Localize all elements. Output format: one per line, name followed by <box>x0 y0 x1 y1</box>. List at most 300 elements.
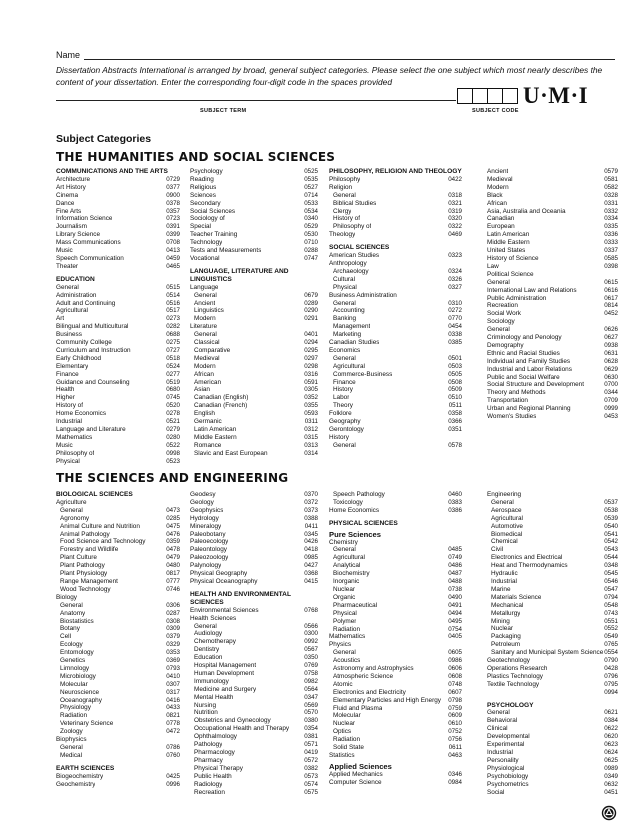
subject-entry <box>56 554 180 562</box>
subject-entry <box>190 176 318 184</box>
subject-code: 0287 <box>166 609 180 617</box>
subject-term: Pharmacology <box>194 749 235 756</box>
subject-term: General <box>60 601 83 609</box>
subject-entry <box>329 331 462 339</box>
subject-code: 0368 <box>304 570 318 578</box>
subject-entry <box>487 725 618 733</box>
subject-entry <box>190 402 318 410</box>
subject-term: Biology <box>56 593 77 601</box>
subject-code: 0311 <box>304 418 318 426</box>
subject-entry <box>56 781 180 789</box>
subject-code: 0582 <box>604 183 618 191</box>
sciences-column-4 <box>487 491 618 796</box>
subject-entry <box>190 379 318 387</box>
subject-term: Mathematics <box>329 633 366 641</box>
subject-entry <box>190 531 318 539</box>
subject-entry <box>329 562 462 570</box>
subject-entry <box>190 789 318 797</box>
subject-code: 0452 <box>604 310 618 318</box>
subject-code: 0610 <box>448 720 462 728</box>
subject-entry <box>487 717 618 725</box>
subject-term: Curriculum and Instruction <box>56 346 131 354</box>
subject-term: Applied Mechanics <box>329 770 383 778</box>
subject-entry <box>190 331 318 339</box>
subject-term: Ethnic and Racial Studies <box>487 349 560 357</box>
subject-entry <box>329 184 462 192</box>
subject-entry <box>329 284 462 292</box>
subject-code: 0314 <box>304 449 318 457</box>
subject-term: Oceanography <box>60 696 102 704</box>
category-heading: EDUCATION <box>56 275 95 283</box>
subject-code: 0611 <box>448 744 462 752</box>
subject-term: Animal Culture and Nutrition <box>60 522 140 530</box>
subject-term: Asian <box>194 386 210 394</box>
subject-entry <box>56 442 180 450</box>
subject-code: 0680 <box>166 386 180 394</box>
subject-entry <box>190 200 318 208</box>
subject-term: Personality <box>487 756 519 764</box>
subject-term: Language and Literature <box>56 426 126 433</box>
subject-entry <box>487 562 618 570</box>
subject-term: Aerospace <box>491 506 522 514</box>
subject-term: Canadian Studies <box>329 339 380 347</box>
subject-code: 0354 <box>304 725 318 733</box>
subject-term: Occupational Health and Therapy <box>194 725 290 733</box>
subject-code: 0746 <box>166 585 180 593</box>
subject-code: 0469 <box>448 231 462 239</box>
subject-term: Religion <box>329 183 353 191</box>
subject-term: Physical <box>333 609 357 617</box>
subject-code: 0279 <box>166 426 180 433</box>
subject-code: 0428 <box>604 664 618 672</box>
subject-code: 0369 <box>166 657 180 665</box>
subject-entry <box>329 371 462 379</box>
subject-term: Mining <box>491 617 510 625</box>
subject-term: Electronics and Electricity <box>333 688 406 696</box>
subject-code: 0769 <box>304 662 318 670</box>
subject-code: 0567 <box>304 646 318 654</box>
subject-code: 0984 <box>448 778 462 786</box>
subject-entry <box>487 200 618 208</box>
subject-entry <box>56 418 180 426</box>
subject-entry <box>56 247 180 255</box>
subject-entry <box>487 389 618 397</box>
subject-entry <box>56 499 180 507</box>
subject-term: General <box>194 291 217 299</box>
subject-term: Electronics and Electrical <box>491 554 563 562</box>
subject-code: 0729 <box>166 175 180 183</box>
subject-code: 0817 <box>166 570 180 578</box>
subject-entry <box>56 610 180 618</box>
subject-entry <box>56 712 180 720</box>
subject-term: Recreation <box>194 788 225 796</box>
category-heading: PHILOSOPHY, RELIGION AND THEOLOGY <box>329 168 462 175</box>
subject-entry <box>329 260 462 268</box>
subject-term: Industrial and Labor Relations <box>487 365 572 373</box>
subject-entry <box>190 741 318 749</box>
subject-term: Mechanical <box>491 601 524 609</box>
subject-term: Textile Technology <box>487 680 540 688</box>
subject-term: Higher <box>56 394 75 402</box>
code-digit-box-4[interactable] <box>502 88 518 104</box>
subject-code: 0527 <box>304 183 318 191</box>
subject-code: 0547 <box>604 585 618 593</box>
subject-entry <box>190 192 318 200</box>
subject-code: 0381 <box>304 733 318 741</box>
subject-term: Automotive <box>491 522 523 530</box>
subject-entry <box>190 215 318 223</box>
subject-term: General <box>491 498 514 506</box>
subject-entry <box>56 562 180 570</box>
subject-entry <box>56 331 180 339</box>
subject-code: 0519 <box>166 378 180 386</box>
subject-code: 0509 <box>448 386 462 394</box>
subject-entry <box>487 633 618 641</box>
subject-term: Mathematics <box>56 433 93 441</box>
subject-code: 0743 <box>604 609 618 617</box>
subject-code: 0814 <box>604 302 618 310</box>
code-digit-box-3[interactable] <box>487 88 503 104</box>
subject-code: 0591 <box>304 378 318 386</box>
subject-code: 0487 <box>448 570 462 578</box>
subject-code: 0338 <box>448 331 462 339</box>
subject-entry <box>190 394 318 402</box>
subject-code: 0472 <box>166 728 180 736</box>
subject-code: 0630 <box>604 373 618 381</box>
subject-entry <box>56 215 180 223</box>
name-input-line[interactable] <box>84 59 615 60</box>
subject-entry <box>329 386 462 394</box>
subject-term: International Law and Relations <box>487 286 577 294</box>
subject-code: 0319 <box>448 207 462 215</box>
subject-entry <box>487 279 618 287</box>
name-label: Name <box>56 50 81 60</box>
subject-term: Geodesy <box>190 491 216 498</box>
subject-code: 0377 <box>166 183 180 191</box>
subject-entry <box>329 418 462 426</box>
subject-entry <box>56 176 180 184</box>
subject-entry <box>487 405 618 413</box>
subject-entry <box>329 689 462 697</box>
subject-entry <box>56 744 180 752</box>
subject-entry <box>190 546 318 554</box>
subject-term: Social <box>487 788 505 796</box>
subject-code: 0494 <box>448 609 462 617</box>
subject-entry <box>190 363 318 371</box>
subject-code: 0578 <box>448 441 462 449</box>
subject-term: Psychobiology <box>487 772 529 780</box>
subject-code: 0758 <box>304 669 318 677</box>
subject-code: 0294 <box>304 339 318 347</box>
subject-entry <box>190 686 318 694</box>
subject-code: 0727 <box>166 346 180 354</box>
subject-term: Medieval <box>487 175 513 183</box>
subject-entry <box>190 355 318 363</box>
sciences-column-1 <box>56 491 180 789</box>
subject-code: 0608 <box>448 672 462 680</box>
subject-entry <box>190 231 318 239</box>
subject-term: Hydrology <box>190 514 219 522</box>
subject-term: Animal Pathology <box>60 530 110 538</box>
subject-term: Optics <box>333 728 352 736</box>
subject-term: Plastics Technology <box>487 672 544 680</box>
subject-term: Public Administration <box>487 294 547 302</box>
subject-term: Information Science <box>56 215 113 223</box>
subject-code: 0344 <box>604 389 618 397</box>
subject-term: Radiation <box>60 712 88 720</box>
subject-entry <box>487 208 618 216</box>
sciences-banner: THE SCIENCES AND ENGINEERING <box>56 471 289 485</box>
subject-term: General <box>333 299 356 307</box>
subject-code: 0370 <box>304 491 318 498</box>
subject-code: 0331 <box>604 199 618 207</box>
subject-term: Paleobotany <box>190 530 226 538</box>
subject-entry <box>329 347 462 355</box>
subject-entry <box>56 394 180 402</box>
subject-entry <box>190 339 318 347</box>
subject-term: Modern <box>194 315 216 323</box>
subject-term: Ophthalmology <box>194 733 237 741</box>
subject-term: Genetics <box>60 657 86 665</box>
subject-term: Tests and Measurements <box>190 247 262 255</box>
subject-code: 0425 <box>166 772 180 780</box>
subject-term: Forestry and Wildlife <box>60 546 119 554</box>
subject-code: 0328 <box>604 191 618 199</box>
subject-entry <box>487 610 618 618</box>
subject-term: General <box>60 506 83 514</box>
subject-code: 0617 <box>604 294 618 302</box>
subject-code: 0410 <box>166 672 180 680</box>
subject-term: Literature <box>190 323 217 331</box>
subject-code: 0798 <box>448 696 462 704</box>
subject-term: Management <box>333 323 371 331</box>
subject-entry <box>329 578 462 586</box>
subject-entry <box>487 709 618 717</box>
subject-code: 0349 <box>604 772 618 780</box>
subject-term: History of Science <box>487 254 539 262</box>
subject-entry <box>190 315 318 323</box>
subject-code: 0989 <box>604 764 618 772</box>
subject-entry <box>329 176 462 184</box>
subject-code: 0411 <box>304 522 318 530</box>
subject-entry <box>329 442 462 450</box>
subject-entry <box>329 618 462 626</box>
subject-code: 0574 <box>304 780 318 788</box>
subject-term: Labor <box>333 394 350 402</box>
subject-entry <box>487 554 618 562</box>
subject-entry <box>329 610 462 618</box>
subject-term: European <box>487 223 515 231</box>
subject-code: 0355 <box>304 402 318 410</box>
subject-code: 0994 <box>604 688 618 696</box>
subject-term: Radiation <box>333 625 361 633</box>
subject-code: 0992 <box>304 638 318 646</box>
subject-term: Botany <box>60 625 80 633</box>
subject-code: 0605 <box>448 649 462 657</box>
subject-term: Recreation <box>487 302 518 310</box>
subject-entry <box>329 499 462 507</box>
subject-term-input-line[interactable] <box>56 100 456 101</box>
subject-entry <box>487 586 618 594</box>
subject-term: Physical <box>333 283 357 291</box>
subject-code: 0700 <box>604 381 618 389</box>
subject-code: 0433 <box>166 704 180 712</box>
subject-code: 0306 <box>166 601 180 609</box>
subject-code: 0291 <box>304 315 318 323</box>
subject-code: 0345 <box>304 530 318 538</box>
subject-entry <box>56 363 180 371</box>
subject-code: 0778 <box>166 720 180 728</box>
subject-term: Geotechnology <box>487 657 530 665</box>
subject-entry <box>329 626 462 634</box>
subject-code: 0318 <box>448 191 462 199</box>
subject-code: 0985 <box>304 554 318 562</box>
subject-entry <box>329 570 462 578</box>
subject-term: Analytical <box>333 562 361 570</box>
subject-code: 0340 <box>304 215 318 223</box>
subject-entry <box>56 736 180 744</box>
subject-term: Civil <box>491 546 504 554</box>
subject-code: 0566 <box>304 622 318 630</box>
subject-term: Guidance and Counseling <box>56 378 130 386</box>
subject-entry <box>56 347 180 355</box>
subject-term: Paleozoology <box>190 554 229 562</box>
subject-entry <box>190 538 318 546</box>
subject-code: 0524 <box>166 362 180 370</box>
subject-term: Marine <box>491 585 511 593</box>
subject-code: 0479 <box>166 554 180 562</box>
subject-term: Classical <box>194 339 220 347</box>
code-digit-box-1[interactable] <box>457 88 473 104</box>
subject-entry <box>190 347 318 355</box>
subject-term: Cell <box>60 633 72 641</box>
subject-entry <box>56 515 180 523</box>
subject-code: 0554 <box>604 649 618 657</box>
subject-entry <box>487 523 618 531</box>
subject-entry <box>190 733 318 741</box>
subject-entry <box>329 744 462 752</box>
subject-code: 0378 <box>166 199 180 207</box>
subject-entry <box>487 192 618 200</box>
subject-term: Sciences <box>190 191 216 199</box>
subject-entry <box>56 649 180 657</box>
subject-entry <box>190 623 318 631</box>
humanities-column-2 <box>190 168 318 458</box>
subject-entry <box>56 239 180 247</box>
subject-code: 0996 <box>166 780 180 788</box>
subject-entry <box>487 618 618 626</box>
subject-entry <box>487 168 618 176</box>
subject-term: Public Health <box>194 772 232 780</box>
subject-term: Developmental <box>487 733 530 741</box>
subject-entry <box>487 271 618 279</box>
subject-term: Adult and Continuing <box>56 299 116 307</box>
subject-term: Psychometrics <box>487 780 529 788</box>
subject-entry <box>190 702 318 710</box>
subject-entry <box>329 223 462 231</box>
subject-code: 0399 <box>166 231 180 239</box>
subject-entry <box>190 284 318 292</box>
subject-code: 0539 <box>604 514 618 522</box>
subject-term: Canadian (English) <box>194 394 249 402</box>
subject-term: Archaeology <box>333 267 369 275</box>
subject-entry <box>487 773 618 781</box>
subject-term: Library Science <box>56 231 101 239</box>
subject-entry <box>190 709 318 717</box>
umi-logo: U·M·I <box>523 83 589 108</box>
subject-code: 0348 <box>604 562 618 570</box>
subject-code: 0777 <box>166 577 180 585</box>
subject-code: 0523 <box>166 457 180 465</box>
subject-term: Atmospheric Science <box>333 672 394 680</box>
subject-entry <box>190 523 318 531</box>
subject-entry <box>56 386 180 394</box>
subject-entry <box>190 323 318 331</box>
category-heading: PSYCHOLOGY <box>487 701 534 709</box>
subject-term: Banking <box>333 315 357 323</box>
subject-code: 0616 <box>604 286 618 294</box>
subject-code: 0357 <box>166 207 180 215</box>
subject-term: Toxicology <box>333 498 363 506</box>
subject-term-label: SUBJECT TERM <box>200 108 247 114</box>
subject-entry <box>56 315 180 323</box>
subject-entry <box>190 255 318 263</box>
subject-entry <box>329 215 462 223</box>
subject-code: 0316 <box>304 370 318 378</box>
subject-entry <box>190 554 318 562</box>
subject-code: 0575 <box>304 788 318 796</box>
subject-code: 0465 <box>166 262 180 270</box>
code-digit-box-2[interactable] <box>472 88 488 104</box>
humanities-column-3 <box>329 168 462 450</box>
subject-term: Statistics <box>329 752 355 759</box>
subject-term: Business <box>56 331 82 339</box>
subject-entry <box>487 255 618 263</box>
subject-code: 0537 <box>604 498 618 506</box>
subject-entry <box>487 287 618 295</box>
subject-code: 0900 <box>166 191 180 199</box>
subject-code: 0459 <box>166 254 180 262</box>
subject-entry <box>56 531 180 539</box>
subject-term: Metallurgy <box>491 609 521 617</box>
subject-term: Modern <box>487 183 509 191</box>
subject-code: 0709 <box>604 397 618 405</box>
subject-term: Behavioral <box>487 717 518 725</box>
subject-entry <box>329 602 462 610</box>
subject-code: 0688 <box>166 331 180 339</box>
subject-term: Dentistry <box>194 646 220 654</box>
category-heading: SOCIAL SCIENCES <box>329 244 390 252</box>
subject-term: Organic <box>333 593 356 601</box>
subject-entry <box>190 418 318 426</box>
subject-entry <box>56 200 180 208</box>
category-heading: PHYSICAL SCIENCES <box>329 519 398 527</box>
subject-code: 0986 <box>448 657 462 665</box>
subject-code: 0353 <box>166 649 180 657</box>
subject-term: Pharmacy <box>194 756 223 764</box>
subject-term: Asia, Australia and Oceania <box>487 207 566 215</box>
subject-code: 0336 <box>604 231 618 239</box>
subject-term: Biomedical <box>491 530 523 538</box>
subject-code: 0384 <box>604 717 618 725</box>
subject-term: Art History <box>56 183 86 191</box>
subject-entry <box>329 363 462 371</box>
subject-entry <box>56 450 180 458</box>
subject-code: 0391 <box>166 223 180 231</box>
subject-entry <box>329 665 462 673</box>
subject-term: Language <box>190 283 219 291</box>
subject-code: 0326 <box>448 275 462 283</box>
